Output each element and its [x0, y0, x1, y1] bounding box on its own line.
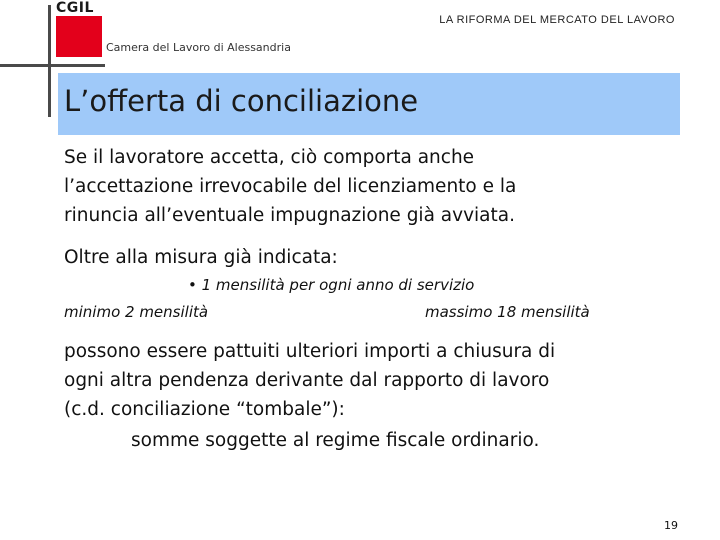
decorative-vertical-line [48, 5, 51, 117]
decorative-horizontal-line [0, 64, 105, 67]
paragraph-line: possono essere pattuiti ulteriori importi a chiusura di [64, 341, 556, 362]
logo-text: CGIL [56, 0, 94, 16]
bullet-item: • 1 mensilità per ogni anno di servizio [188, 276, 475, 294]
section-title: LA RIFORMA DEL MERCATO DEL LAVORO [439, 14, 675, 26]
cgil-logo [56, 0, 102, 57]
paragraph-line: l’accettazione irrevocabile del licenziamento e la [64, 176, 517, 197]
paragraph-line: Se il lavoratore accetta, ciò comporta anche [64, 147, 475, 168]
minimum-text: minimo 2 mensilità [64, 303, 209, 321]
paragraph-line: rinuncia all’eventuale impugnazione già avviata. [64, 205, 515, 226]
paragraph-line: (c.d. conciliazione “tombale”): [64, 399, 345, 420]
paragraph-line: ogni altra pendenza derivante dal rapporto di lavoro [64, 370, 550, 391]
paragraph-intro: Oltre alla misura già indicata: [64, 247, 338, 268]
paragraph-tax: somme soggette al regime fiscale ordinario. [131, 430, 540, 451]
page-number: 19 [664, 519, 678, 532]
paragraph-additional [64, 337, 555, 424]
organization-name: Camera del Lavoro di Alessandria [106, 41, 291, 54]
slide-title: L’offerta di conciliazione [64, 84, 419, 118]
paragraph-acceptance [64, 143, 516, 230]
maximum-text: massimo 18 mensilità [425, 303, 590, 321]
